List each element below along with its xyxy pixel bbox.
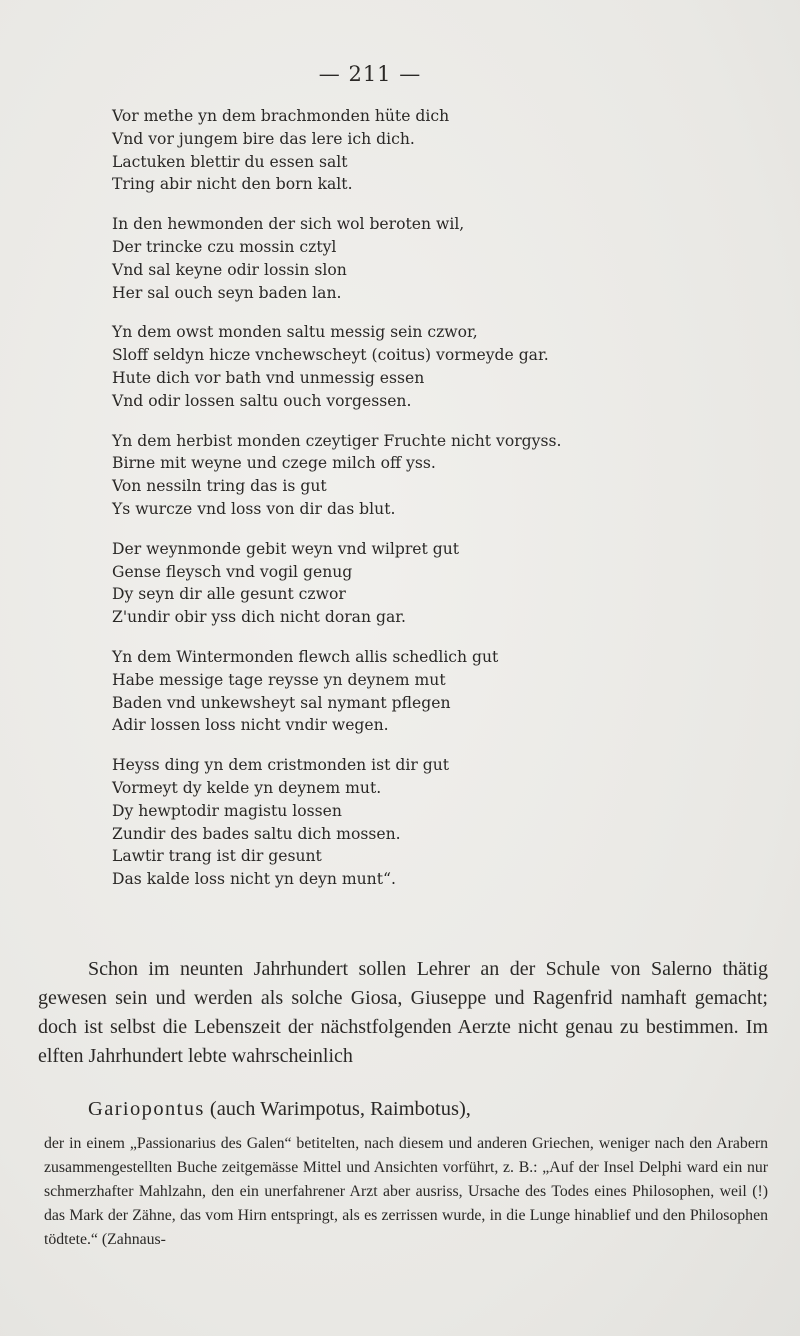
- poem-line: Dy seyn dir alle gesunt czwor: [112, 585, 346, 604]
- stanza: [112, 105, 672, 196]
- stanza: [112, 430, 672, 521]
- poem-line: Vormeyt dy kelde yn deynem mut.: [112, 778, 382, 797]
- small-text: der in einem „Passionarius des Galen“ betitelten, nach diesem und anderen Griechen, weniger nach den Arabern zusammengestellten Buche zeitgemässe Mittel und Ansichten vorführt, z. B.: „Auf der Insel Delphi ward ein nur schmerzhafter Mahlzahn, den ein unerfahrener Arzt aber ausriss, Ursache des Todes eines Philosophen, weil (!) das Mark der Zähne, das vom Hirn entspringt, als es zerrissen wurde, in die Lunge hinablief und den Philosophen tödtete.“ (Zahnaus-: [44, 1135, 768, 1248]
- poem-line: Vnd vor jungem bire das lere ich dich.: [112, 129, 415, 148]
- poem-line: Heyss ding yn dem cristmonden ist dir gut: [112, 756, 450, 775]
- page-number: — 211 —: [318, 62, 422, 86]
- poem-line: Habe messige tage reysse yn deynem mut: [112, 670, 446, 689]
- poem-line: Sloff seldyn hicze vnchewscheyt (coitus) vormeyde gar.: [112, 346, 549, 365]
- poem-line: Dy hewptodir magistu lossen: [112, 801, 342, 820]
- poem-line: Yn dem herbist monden czeytiger Fruchte nicht vorgyss.: [112, 431, 562, 450]
- heading-aliases: (auch Warimpotus, Raimbotus),: [209, 1098, 471, 1120]
- small-paragraph: [44, 1132, 768, 1252]
- stanza: [112, 321, 672, 412]
- stanza: [112, 754, 672, 891]
- poem-line: Yn dem owst monden saltu messig sein czwor,: [112, 323, 478, 342]
- poem-line: Tring abir nicht den born kalt.: [112, 175, 353, 194]
- poem-line: In den hewmonden der sich wol beroten wil,: [112, 215, 465, 234]
- poem-line: Yn dem Wintermonden flewch allis schedlich gut: [112, 647, 499, 666]
- poem-line: Das kalde loss nicht yn deyn munt“.: [112, 870, 396, 889]
- poem-line: Der trincke czu mossin cztyl: [112, 237, 337, 256]
- poem-line: Adir lossen loss nicht vndir wegen.: [112, 716, 389, 735]
- poem-line: Vor methe yn dem brachmonden hüte dich: [112, 107, 450, 125]
- poem-line: Lawtir trang ist dir gesunt: [112, 847, 322, 866]
- prose-paragraph: [38, 955, 768, 1071]
- poem-line: Zundir des bades saltu dich mossen.: [112, 824, 401, 843]
- stanza: [112, 646, 672, 737]
- poem: [112, 105, 672, 908]
- prose-text: Schon im neunten Jahrhundert sollen Lehrer an der Schule von Salerno thätig gewesen sein und werden als solche Giosa, Giuseppe und Ragenfrid namhaft gemacht; doch ist selbst die Lebenszeit der nächstfolgenden Aerzte nicht genau zu bestimmen. Im elften Jahrhundert lebte wahrscheinlich: [38, 958, 768, 1067]
- heading-name: Gariopontus: [88, 1098, 205, 1120]
- poem-line: Vnd sal keyne odir lossin slon: [112, 260, 347, 279]
- poem-line: Her sal ouch seyn baden lan.: [112, 283, 342, 302]
- poem-line: Von nessiln tring das is gut: [112, 477, 327, 496]
- poem-line: Der weynmonde gebit weyn vnd wilpret gut: [112, 539, 460, 558]
- poem-line: Lactuken blettir du essen salt: [112, 152, 348, 171]
- stanza: [112, 213, 672, 304]
- poem-line: Baden vnd unkewsheyt sal nymant pflegen: [112, 693, 451, 712]
- poem-line: Z'undir obir yss dich nicht doran gar.: [112, 608, 406, 627]
- poem-line: Ys wurcze vnd loss von dir das blut.: [112, 499, 396, 518]
- stanza: [112, 538, 672, 629]
- poem-line: Gense fleysch vnd vogil genug: [112, 562, 353, 581]
- poem-line: Vnd odir lossen saltu ouch vorgessen.: [112, 391, 412, 410]
- poem-line: Hute dich vor bath vnd unmessig essen: [112, 368, 425, 387]
- section-heading: [88, 1098, 471, 1121]
- poem-line: Birne mit weyne und czege milch off yss.: [112, 454, 436, 473]
